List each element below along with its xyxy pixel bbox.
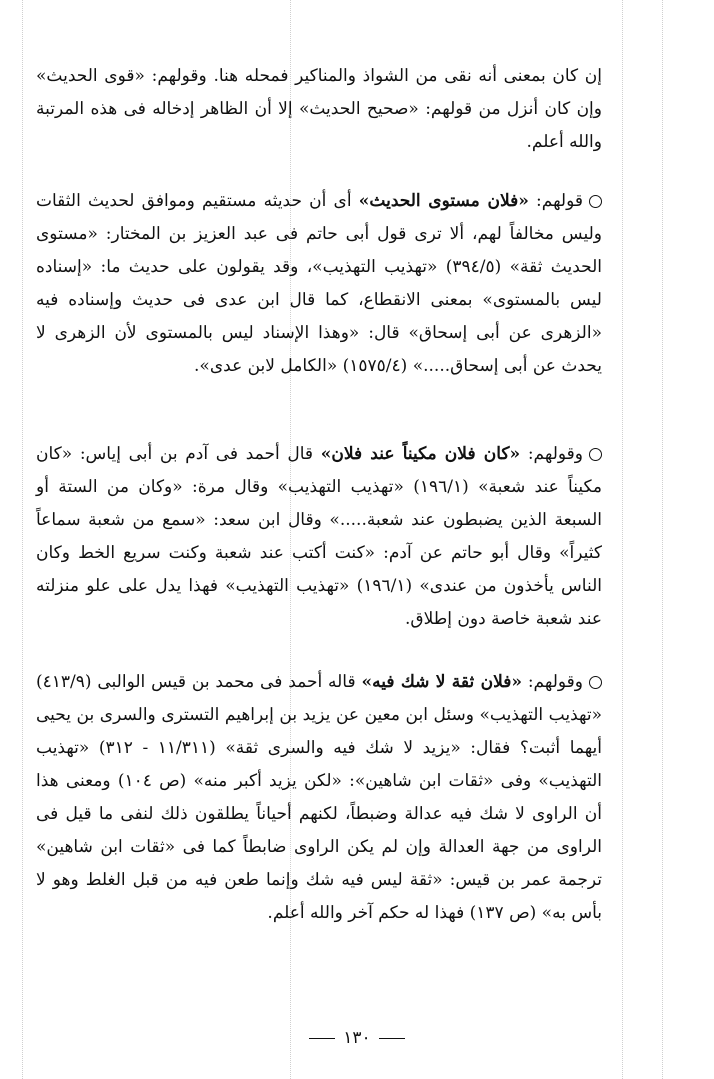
dash-divider [309, 1038, 335, 1039]
paragraph-mustawi-al-hadith [36, 185, 602, 383]
paragraph-body [36, 438, 602, 636]
circle-bullet-icon [589, 448, 602, 461]
page-footer [0, 1028, 714, 1048]
circle-bullet-icon [589, 676, 602, 689]
paragraph-text: قال أحمد فى آدم بن أبى إياس: «كان مكيناً عند شعبة» (١٩٦/١) «تهذيب التهذيب» وقال مرة: «وكان من الستة أو السبعة الذين يضبطون عند شعبة.....» وقال ابن سعد: «سمع من شعبة سماعاً كثيراً» وقال أبو حاتم عن آدم: «كنت أكتب عند شعبة وكنت سريع الخط وكان الناس يأخذون من عندى» (١٩٦/١) «تهذيب التهذيب» فهذا يدل على علو منزلته عند شعبة خاصة دون إطلاق. [36, 444, 602, 629]
paragraph-text: إن كان بمعنى أنه نقى من الشواذ والمناكير فمحله هنا. وقولهم: «قوى الحديث» وإن كان أنزل من قولهم: «صحيح الحديث» إلا أن الظاهر إدخاله فى هذه المرتبة والله أعلم. [36, 66, 602, 152]
circle-bullet-icon [589, 195, 602, 208]
dash-divider [379, 1038, 405, 1039]
paragraph-term: «فلان مستوى الحديث» [358, 191, 529, 211]
paragraph-term: «كان فلان مكيناً عند فلان» [320, 444, 521, 464]
paragraph-intro: قولهم: [536, 191, 584, 211]
page-number: ١٣٠ [343, 1028, 371, 1048]
guide-line [22, 0, 23, 1079]
paragraph-intro: وقولهم: [527, 444, 584, 464]
guide-line [662, 0, 663, 1079]
paragraph-makin [36, 438, 602, 636]
paragraph-thiqa-la-shakk [36, 666, 602, 930]
guide-line [622, 0, 623, 1079]
paragraph-intro: وقولهم: [527, 672, 584, 692]
paragraph-text: أى أن حديثه مستقيم وموافق لحديث الثقات وليس مخالفاً لهم، ألا ترى قول أبى حاتم فى عبد العزيز بن المختار: «مستوى الحديث ثقة» (٣٩٤/٥) «تهذيب التهذيب»، وقد يقولون على حديث ما: «إسناده ليس بالمستوى» بمعنى الانقطاع، كما قال ابن عدى فى حديث وإسناده فيه «الزهرى عن أبى إسحاق» قال: «وهذا الإسناد ليس بالمستوى لأن الزهرى لا يحدث عن أبى إسحاق.....» (١٥٧٥/٤) «الكامل لابن عدى». [36, 191, 602, 376]
paragraph-body [36, 666, 602, 930]
paragraph-text: قاله أحمد فى محمد بن قيس الوالبى (٤١٣/٩) «تهذيب التهذيب» وسئل ابن معين عن يزيد بن إبراهيم التسترى والسرى بن يحيى أيهما أثبت؟ فقال: «يزيد لا شك فيه والسرى ثقة» (١١/٣١١ - ٣١٢) «تهذيب التهذيب» وفى «ثقات ابن شاهين»: «لكن يزيد أكبر منه» (ص ١٠٤) ومعنى هذا أن الراوى لا شك فيه عدالة وضبطاً، لكنهم أحياناً يطلقون ذلك لنفى ما قيل فى الراوى من جهة العدالة وإن لم يكن الراوى ضابطاً كما فى «ثقات ابن شاهين» ترجمة عمر بن قيس: «ثقة ليس فيه شك وإنما طعن فيه من قبل الغلط وهو لا بأس به» (ص ١٣٧) فهذا له حكم آخر والله أعلم. [36, 672, 603, 923]
paragraph-body [36, 185, 602, 383]
paragraph-term: «فلان ثقة لا شك فيه» [361, 672, 522, 692]
paragraph-continuation [36, 60, 602, 159]
